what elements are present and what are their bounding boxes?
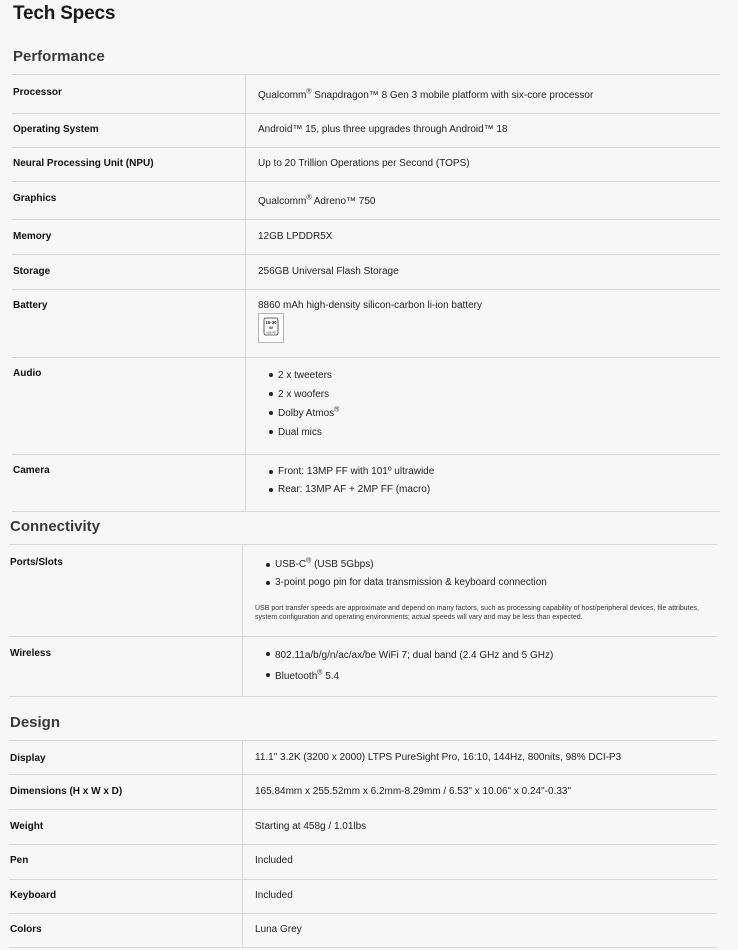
spec-row-dimensions: [9, 775, 717, 810]
list-item: 802.11a/b/g/n/ac/ax/be WiFi 7; dual band (2.4 GHz and 5 GHz): [275, 645, 553, 666]
spec-label: Ports/Slots: [10, 557, 63, 568]
spec-value: [268, 366, 339, 442]
spec-value: 12GB LPDDR5X: [258, 231, 333, 242]
wireless-list: [265, 645, 553, 687]
spec-row-camera: [12, 455, 720, 512]
spec-label: Processor: [13, 87, 62, 98]
spec-row-wireless: [9, 637, 717, 697]
spec-value: 11.1" 3.2K (3200 x 2000) LTPS PureSight Pro, 16:10, 144Hz, 800nits, 98% DCI-P3: [255, 752, 622, 763]
spec-row-storage: [12, 255, 720, 290]
spec-value: Qualcomm® Adreno™ 750: [258, 194, 376, 207]
spec-row-pen: [9, 845, 717, 880]
list-item: USB-C® (USB 5Gbps): [275, 556, 710, 574]
svg-text:15-30: 15-30: [265, 320, 277, 325]
spec-value: Qualcomm® Snapdragon™ 8 Gen 3 mobile platform with six-core processor: [258, 88, 594, 101]
list-item: 3-point pogo pin for data transmission & keyboard connection: [275, 574, 710, 592]
audio-list: [268, 366, 339, 442]
svg-text:W: W: [269, 325, 273, 330]
spec-label: Memory: [13, 231, 52, 242]
list-item: Front: 13MP FF with 101º ultrawide: [278, 463, 434, 481]
section-title-performance: Performance: [13, 48, 105, 65]
section-title-design: Design: [10, 714, 61, 731]
spec-label: Graphics: [13, 193, 57, 204]
spec-value: Included: [255, 890, 293, 901]
spec-value: Luna Grey: [255, 924, 302, 935]
spec-label: Keyboard: [10, 890, 57, 901]
spec-label: Dimensions (H x W x D): [10, 786, 123, 797]
spec-label: Display: [10, 753, 46, 764]
ports-list: [265, 556, 710, 592]
spec-label: Audio: [13, 368, 42, 379]
spec-row-ports: [9, 544, 717, 637]
spec-value: Starting at 458g / 1.01lbs: [255, 821, 367, 832]
spec-row-os: [12, 114, 720, 148]
spec-value: 256GB Universal Flash Storage: [258, 266, 399, 277]
spec-row-display: [9, 740, 717, 775]
list-item: 2 x woofers: [278, 385, 339, 404]
spec-row-processor: [12, 74, 720, 114]
spec-label: Camera: [13, 465, 50, 476]
list-item: Bluetooth® 5.4: [275, 666, 553, 687]
spec-value: [268, 463, 434, 499]
spec-label: Pen: [10, 855, 29, 866]
spec-label: Battery: [13, 300, 48, 311]
spec-row-npu: [12, 148, 720, 182]
section-title-connectivity: Connectivity: [10, 518, 101, 535]
usb-speed-note: USB port transfer speeds are approximate and depend on many factors, such as processing capability of host/peripheral devices, file attributes, system configuration and operating environments; actual speeds will vary and may be less than expected.: [255, 605, 699, 621]
svg-text:USB PD: USB PD: [266, 331, 276, 335]
list-item: Dolby Atmos®: [278, 404, 339, 423]
spec-label: Operating System: [13, 124, 99, 135]
spec-value: Android™ 15, plus three upgrades through Android™ 18: [258, 124, 508, 135]
spec-label: Neural Processing Unit (NPU): [13, 158, 154, 169]
spec-value: Included: [255, 855, 293, 866]
spec-row-weight: [9, 810, 717, 845]
spec-row-graphics: [12, 182, 720, 220]
spec-label: Weight: [10, 821, 44, 832]
spec-row-battery: [12, 290, 720, 358]
spec-row-memory: [12, 220, 720, 255]
spec-value: [255, 556, 710, 622]
camera-list: [268, 463, 434, 499]
spec-label: Storage: [13, 266, 51, 277]
spec-value: [265, 645, 553, 687]
spec-value: 8860 mAh high-density silicon-carbon li-ion battery: [258, 300, 483, 311]
spec-row-audio: [12, 358, 720, 455]
spec-value: Up to 20 Trillion Operations per Second (TOPS): [258, 158, 470, 169]
spec-row-colors: [9, 914, 717, 948]
spec-value: 165.84mm x 255.52mm x 6.2mm-8.29mm / 6.53" x 10.06" x 0.24"-0.33": [255, 786, 572, 797]
usb-pd-charger-icon: [258, 313, 284, 343]
spec-row-keyboard: [9, 880, 717, 914]
spec-label: Wireless: [10, 648, 52, 659]
list-item: 2 x tweeters: [278, 366, 339, 385]
page-title: Tech Specs: [13, 3, 116, 24]
list-item: Rear: 13MP AF + 2MP FF (macro): [278, 481, 434, 499]
list-item: Dual mics: [278, 423, 339, 442]
spec-label: Colors: [10, 924, 42, 935]
